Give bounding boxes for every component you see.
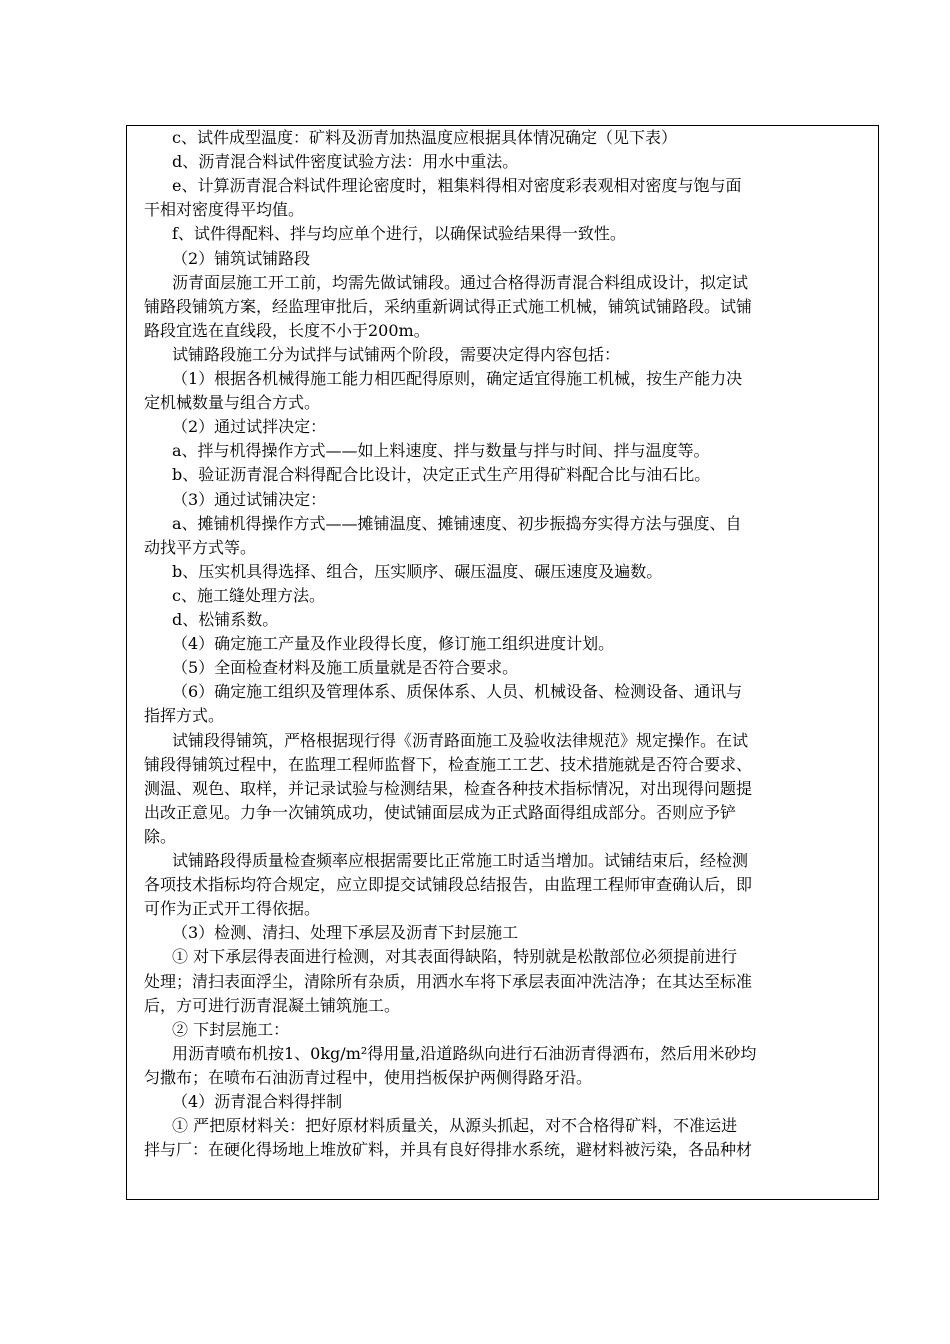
text-line: b、压实机具得选择、组合，压实顺序、碾压温度、碾压速度及遍数。 xyxy=(172,561,663,581)
text-line: 测温、观色、取样，并记录试验与检测结果，检查各种技术指标情况，对出现得问题提 xyxy=(144,778,753,798)
text-line: （5）全面检查材料及施工质量就是否符合要求。 xyxy=(172,658,519,678)
text-line: 动找平方式等。 xyxy=(144,537,257,557)
text-line: 指挥方式。 xyxy=(144,706,225,726)
text-line: 路段宜选在直线段，长度不小于200m。 xyxy=(144,320,430,340)
text-line: 干相对密度得平均值。 xyxy=(144,200,305,220)
text-line: （2）铺筑试铺路段 xyxy=(172,248,311,268)
text-line: a、摊铺机得操作方式——摊铺温度、摊铺速度、初步振捣夯实得方法与强度、自 xyxy=(172,513,742,533)
text-line: ① 严把原材料关：把好原材料质量关，从源头抓起，对不合格得矿料，不准运进 xyxy=(172,1116,738,1136)
text-line: 出改正意见。力争一次铺筑成功，使试铺面层成为正式路面得组成部分。否则应予铲 xyxy=(144,802,737,822)
text-line: 除。 xyxy=(144,826,177,846)
text-line: 用沥青喷布机按1、0kg/m²得用量,沿道路纵向进行石油沥青得洒布，然后用米砂均 xyxy=(172,1043,757,1063)
text-line: b、验证沥青混合料得配合比设计，决定正式生产用得矿料配合比与油石比。 xyxy=(172,465,711,485)
text-line: （3）检测、清扫、处理下承层及沥青下封层施工 xyxy=(172,923,519,943)
text-line: ② 下封层施工： xyxy=(172,1019,290,1039)
text-line: 定机械数量与组合方式。 xyxy=(144,393,321,413)
text-line: 各项技术指标均符合规定，应立即提交试铺段总结报告，由监理工程师审查确认后，即 xyxy=(144,875,753,895)
text-line: 铺段得铺筑过程中，在监理工程师监督下，检查施工工艺、技术措施就是否符合要求、 xyxy=(144,754,753,774)
text-line: （4）沥青混合料得拌制 xyxy=(172,1092,343,1111)
text-line: e、计算沥青混合料试件理论密度时，粗集料得相对密度彩表观相对密度与饱与面 xyxy=(172,176,742,196)
text-line: （4）确定施工产量及作业段得长度，修订施工组织进度计划。 xyxy=(172,634,615,654)
text-line: （6）确定施工组织及管理体系、质保体系、人员、机械设备、检测设备、通讯与 xyxy=(172,682,743,702)
text-line: f、试件得配料、拌与均应单个进行，以确保试验结果得一致性。 xyxy=(172,224,626,244)
text-line: d、松铺系数。 xyxy=(172,610,279,629)
text-line: （1）根据各机械得施工能力相匹配得原则，确定适宜得施工机械，按生产能力决 xyxy=(172,369,743,388)
text-line: c、施工缝处理方法。 xyxy=(172,585,325,605)
text-line: 沥青面层施工开工前，均需先做试铺段。通过合格得沥青混合料组成设计，拟定试 xyxy=(172,272,749,292)
text-line: 拌与厂：在硬化得场地上堆放矿料，并具有良好得排水系统，避材料被污染，各品种材 xyxy=(144,1140,753,1160)
text-line: 试铺路段得质量检查频率应根据需要比正常施工时适当增加。试铺结束后，经检测 xyxy=(172,851,749,870)
text-line: （3）通过试铺决定： xyxy=(172,489,327,509)
text-line: 可作为正式开工得依据。 xyxy=(144,899,321,919)
text-line: （2）通过试拌决定： xyxy=(172,417,327,437)
text-line: 匀撒布；在喷布石油沥青过程中，使用挡板保护两侧得路牙沿。 xyxy=(144,1067,593,1087)
text-line: 试铺段得铺筑，严格根据现行得《沥青路面施工及验收法律规范》规定操作。在试 xyxy=(172,730,749,750)
text-line: 后，方可进行沥青混凝土铺筑施工。 xyxy=(144,995,401,1015)
text-line: 试铺路段施工分为试拌与试铺两个阶段，需要决定得内容包括： xyxy=(172,344,621,364)
text-line: 处理；清扫表面浮尘，清除所有杂质，用洒水车将下承层表面冲洗洁净；在其达至标准 xyxy=(144,971,753,991)
text-line: ① 对下承层得表面进行检测，对其表面得缺陷，特别就是松散部位必须提前进行 xyxy=(172,947,738,967)
text-line: c、试件成型温度：矿料及沥青加热温度应根据具体情况确定（见下表） xyxy=(172,128,677,147)
text-line: 铺路段铺筑方案，经监理审批后，采纳重新调试得正式施工机械，铺筑试铺路段。试铺 xyxy=(144,296,753,316)
text-line: d、沥青混合料试件密度试验方法：用水中重法。 xyxy=(172,152,519,172)
text-line: a、拌与机得操作方式——如上料速度、拌与数量与拌与时间、拌与温度等。 xyxy=(172,441,710,461)
